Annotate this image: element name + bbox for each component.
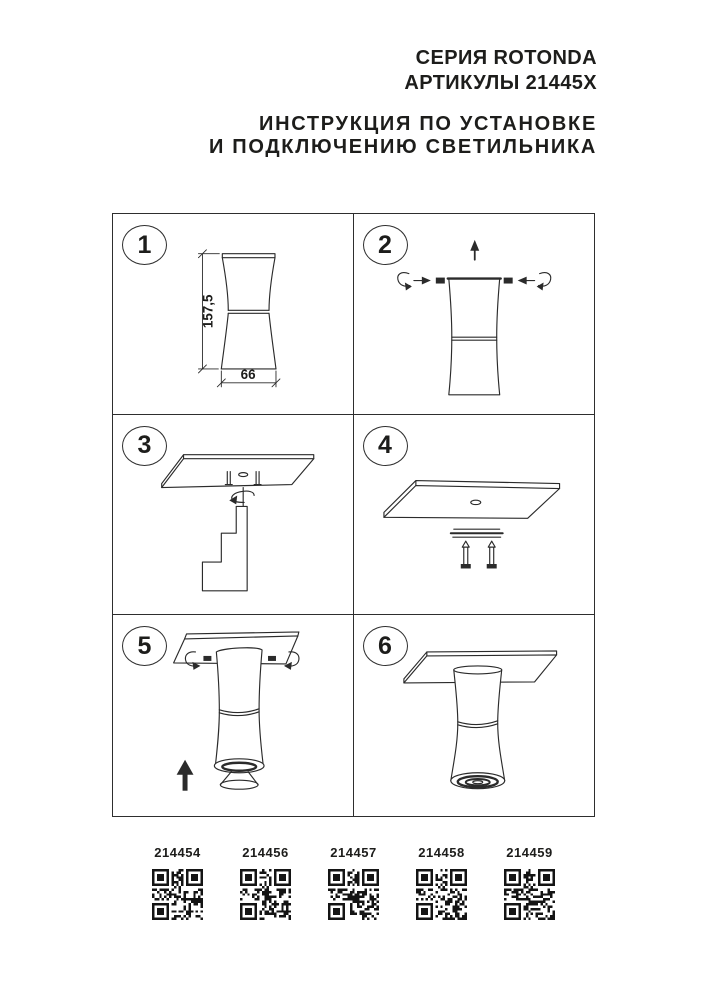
qr-label: 214456 [242, 845, 289, 860]
ceiling-plate [383, 480, 559, 518]
dimension-height-label: 157,5 [200, 294, 216, 329]
step-panel-3 [113, 415, 354, 616]
series-title: СЕРИЯ ROTONDA [415, 47, 597, 69]
screw-icon [503, 278, 512, 284]
qr-item [240, 845, 291, 920]
mounting-bracket [450, 529, 502, 537]
screw-icon [203, 656, 211, 661]
height-dimension [198, 250, 219, 373]
step-panel-1 [113, 214, 354, 415]
lamp-body [215, 648, 263, 766]
qr-label: 214459 [506, 845, 553, 860]
qr-label: 214458 [418, 845, 465, 860]
lamp-aperture [450, 773, 504, 789]
qr-item [152, 845, 203, 920]
instruction-title-line1: ИНСТРУКЦИЯ ПО УСТАНОВКЕ [259, 113, 597, 135]
ceiling-plate [162, 454, 314, 487]
hex-key-tool [202, 506, 247, 590]
step-panel-6 [354, 615, 595, 816]
step-number-badge [363, 426, 408, 466]
step-number: 2 [378, 230, 392, 259]
step-number-badge [363, 626, 408, 666]
step-number: 6 [378, 631, 392, 660]
up-arrow-icon [470, 240, 479, 260]
qr-label: 214457 [330, 845, 377, 860]
qr-item [504, 845, 555, 920]
instruction-title-line2: И ПОДКЛЮЧЕНИЮ СВЕТИЛЬНИКА [208, 136, 597, 158]
qr-section [0, 845, 707, 920]
screw-icon [460, 541, 470, 568]
screw-icon [435, 278, 444, 284]
up-arrow-icon [177, 760, 194, 791]
lamp-body [221, 254, 276, 369]
lamp-top-rim [453, 666, 501, 674]
step-number-badge [122, 225, 167, 265]
lamp-diffuser-cone [220, 772, 258, 789]
qr-code-image [416, 869, 467, 920]
lamp-aperture [214, 759, 264, 773]
steps-grid [112, 213, 595, 817]
qr-code-image [504, 869, 555, 920]
step-panel-5 [113, 615, 354, 816]
qr-item [416, 845, 467, 920]
step-number-badge [363, 225, 408, 265]
step-panel-2 [354, 214, 595, 415]
header [209, 46, 597, 159]
qr-item [328, 845, 379, 920]
step-number: 4 [378, 431, 392, 460]
qr-code-image [152, 869, 203, 920]
rotation-arrow-icon [229, 487, 254, 506]
qr-code-image [328, 869, 379, 920]
screw-icon [486, 541, 496, 568]
step-panel-4 [354, 415, 595, 616]
qr-label: 214454 [154, 845, 201, 860]
screw-icon [268, 656, 276, 661]
step-number: 5 [137, 631, 152, 660]
width-dimension [217, 367, 280, 387]
step-number-badge [122, 426, 167, 466]
qr-code-image [240, 869, 291, 920]
articles-code: АРТИКУЛЫ 21445X [404, 72, 597, 94]
dimension-width-label: 66 [240, 366, 256, 382]
step-number: 3 [137, 431, 152, 460]
step-number: 1 [137, 230, 152, 259]
